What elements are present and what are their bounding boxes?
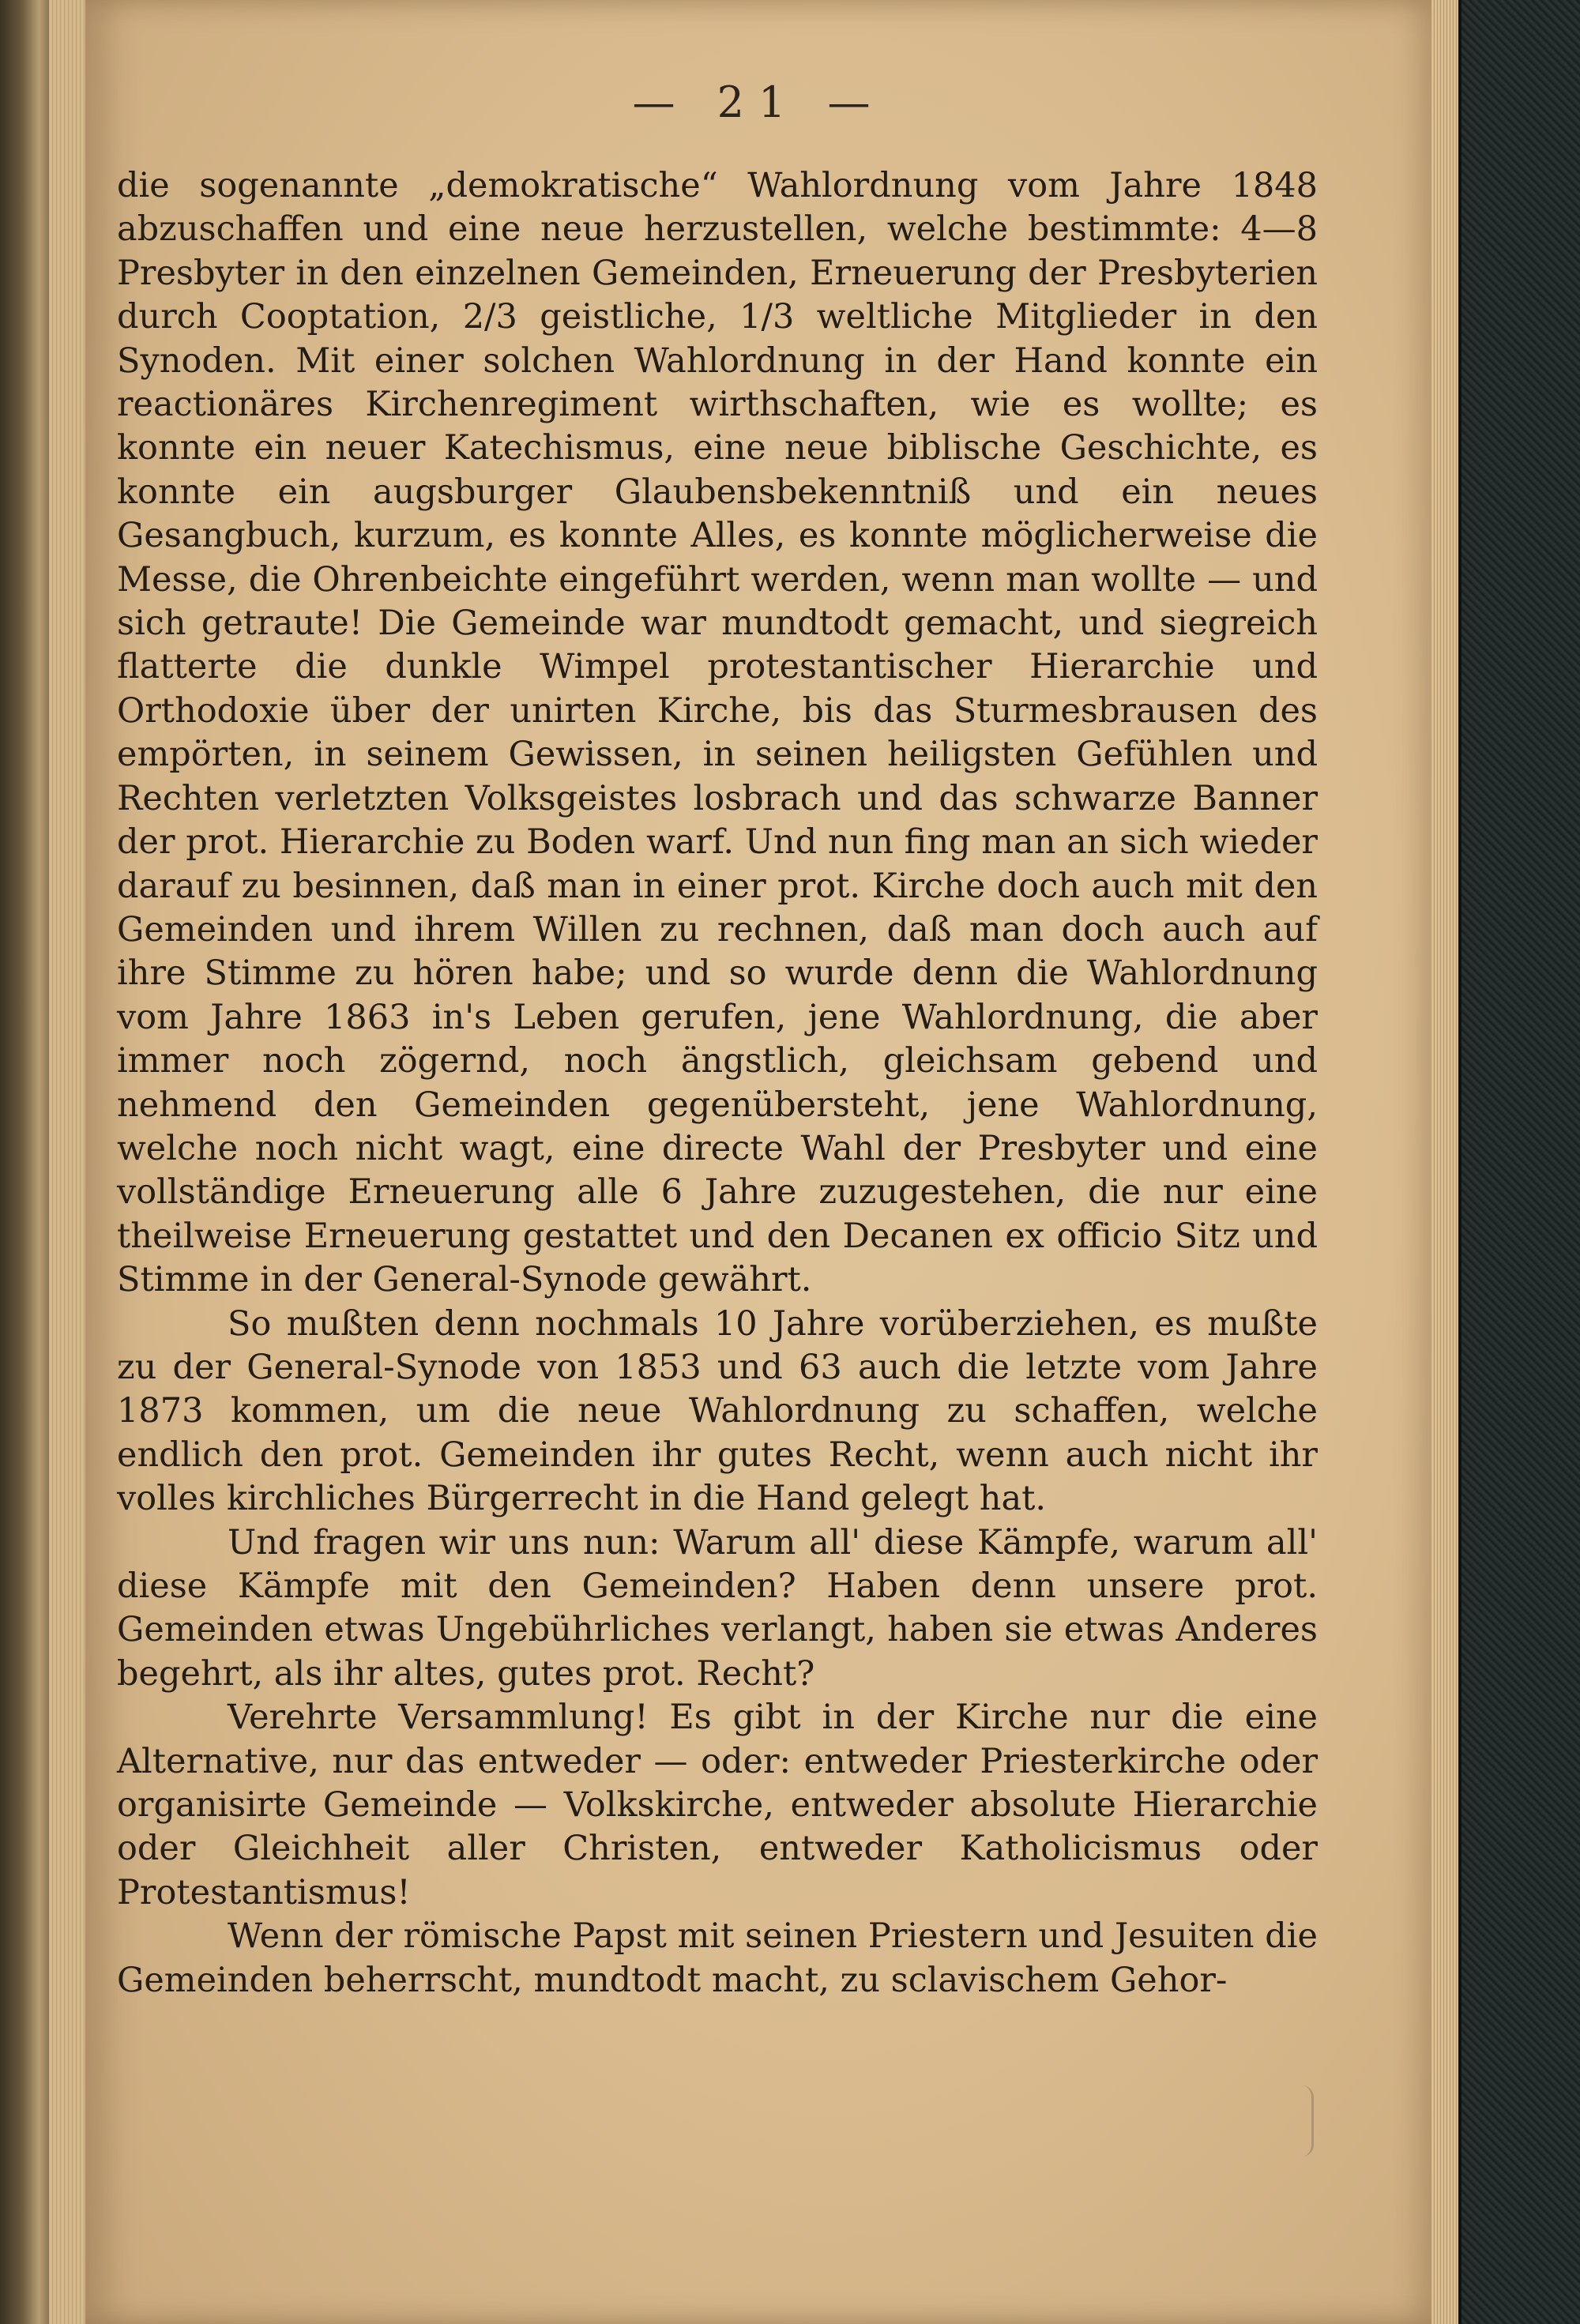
paragraph-1: die sogenannte „demokratische“ Wahlordnung vom Jahre 1848 abzuschaffen und eine neue herzustellen, welche bestimmte: 4—8 Presbyter in den einzelnen Gemeinden, Erneuerung der Presbyterien durch Cooptation, 2/3 geistliche, 1/3 weltliche Mitglieder in den Synoden. Mit einer solchen Wahlordnung in der Hand konnte ein reactionäres Kirchenregiment wirthschaften, wie es wollte; es konnte ein neuer Katechismus, eine neue biblische Geschichte, es konnte ein augsburger Glaubensbekenntniß und ein neues Gesangbuch, kurzum, es konnte Alles, es konnte möglicherweise die Messe, die Ohrenbeichte eingeführt werden, wenn man wollte — und sich getraute! Die Gemeinde war mundtodt gemacht, und siegreich flatterte die dunkle Wimpel protestantischer Hierarchie und Orthodoxie über der unirten Kirche, bis das Sturmesbrausen des empörten, in seinem Gewissen, in seinen heiligsten Gefühlen und Rechten verletzten Volksgeistes losbrach und das schwarze Banner der prot. Hierarchie zu Boden warf. Und nun fing man an sich wieder darauf zu besinnen, daß man in einer prot. Kirche doch auch mit den Gemeinden und ihrem Willen zu rechnen, daß man doch auch auf ihre Stimme zu hören habe; und so wurde denn die Wahlordnung vom Jahre 1863 in's Leben gerufen, jene Wahlordnung, die aber immer noch zögernd, noch ängstlich, gleichsam gebend und nehmend den Gemeinden gegenübersteht, jene Wahlordnung, welche noch nicht wagt, eine directe Wahl der Presbyter und eine vollständige Erneuerung alle 6 Jahre zuzugestehen, die nur eine theilweise Erneuerung gestattet und den Decanen ex officio Sitz und Stimme in der General-Synode gewährt. [117,166,1318,1300]
book-spine-left [0,0,49,2324]
paragraph-4: Verehrte Versammlung! Es gibt in der Kirche nur die eine Alternative, nur das entweder — oder: entweder Priesterkirche oder organisirte Gemeinde — Volkskirche, entweder absolute Hierarchie oder Gleichheit aller Christen, entweder Katholicismus oder Protestantismus! [117,1698,1318,1912]
right-page-edge [1431,0,1462,2324]
paragraph-3: Und fragen wir uns nun: Warum all' diese Kämpfe, warum all' diese Kämpfe mit den Gemeinden? Haben denn unsere prot. Gemeinden etwas Ungebührliches verlangt, haben sie etwas Anderes begehrt, als ihr altes, gutes prot. Recht? [117,1522,1318,1694]
paragraph-2: So mußten denn nochmals 10 Jahre vorüberziehen, es mußte zu der General-Synode von 1853 und 63 auch die letzte vom Jahre 1873 kommen, um die neue Wahlordnung zu schaffen, welche endlich den prot. Gemeinden ihr gutes Recht, wenn auch nicht ihr volles kirchliches Bürgerrecht in die Hand gelegt hat. [117,1303,1318,1519]
left-page-edge [49,0,85,2324]
book-cover-right [1458,0,1580,2324]
paragraph-5: Wenn der römische Papst mit seinen Priestern und Jesuiten die Gemeinden beherrscht, mundtodt macht, zu sclavischem Gehor- [117,1916,1318,2000]
page-number: — 21 — [632,77,885,127]
page-text [117,164,1318,2002]
pencil-mark [1302,2085,1314,2157]
book-page [85,0,1431,2324]
